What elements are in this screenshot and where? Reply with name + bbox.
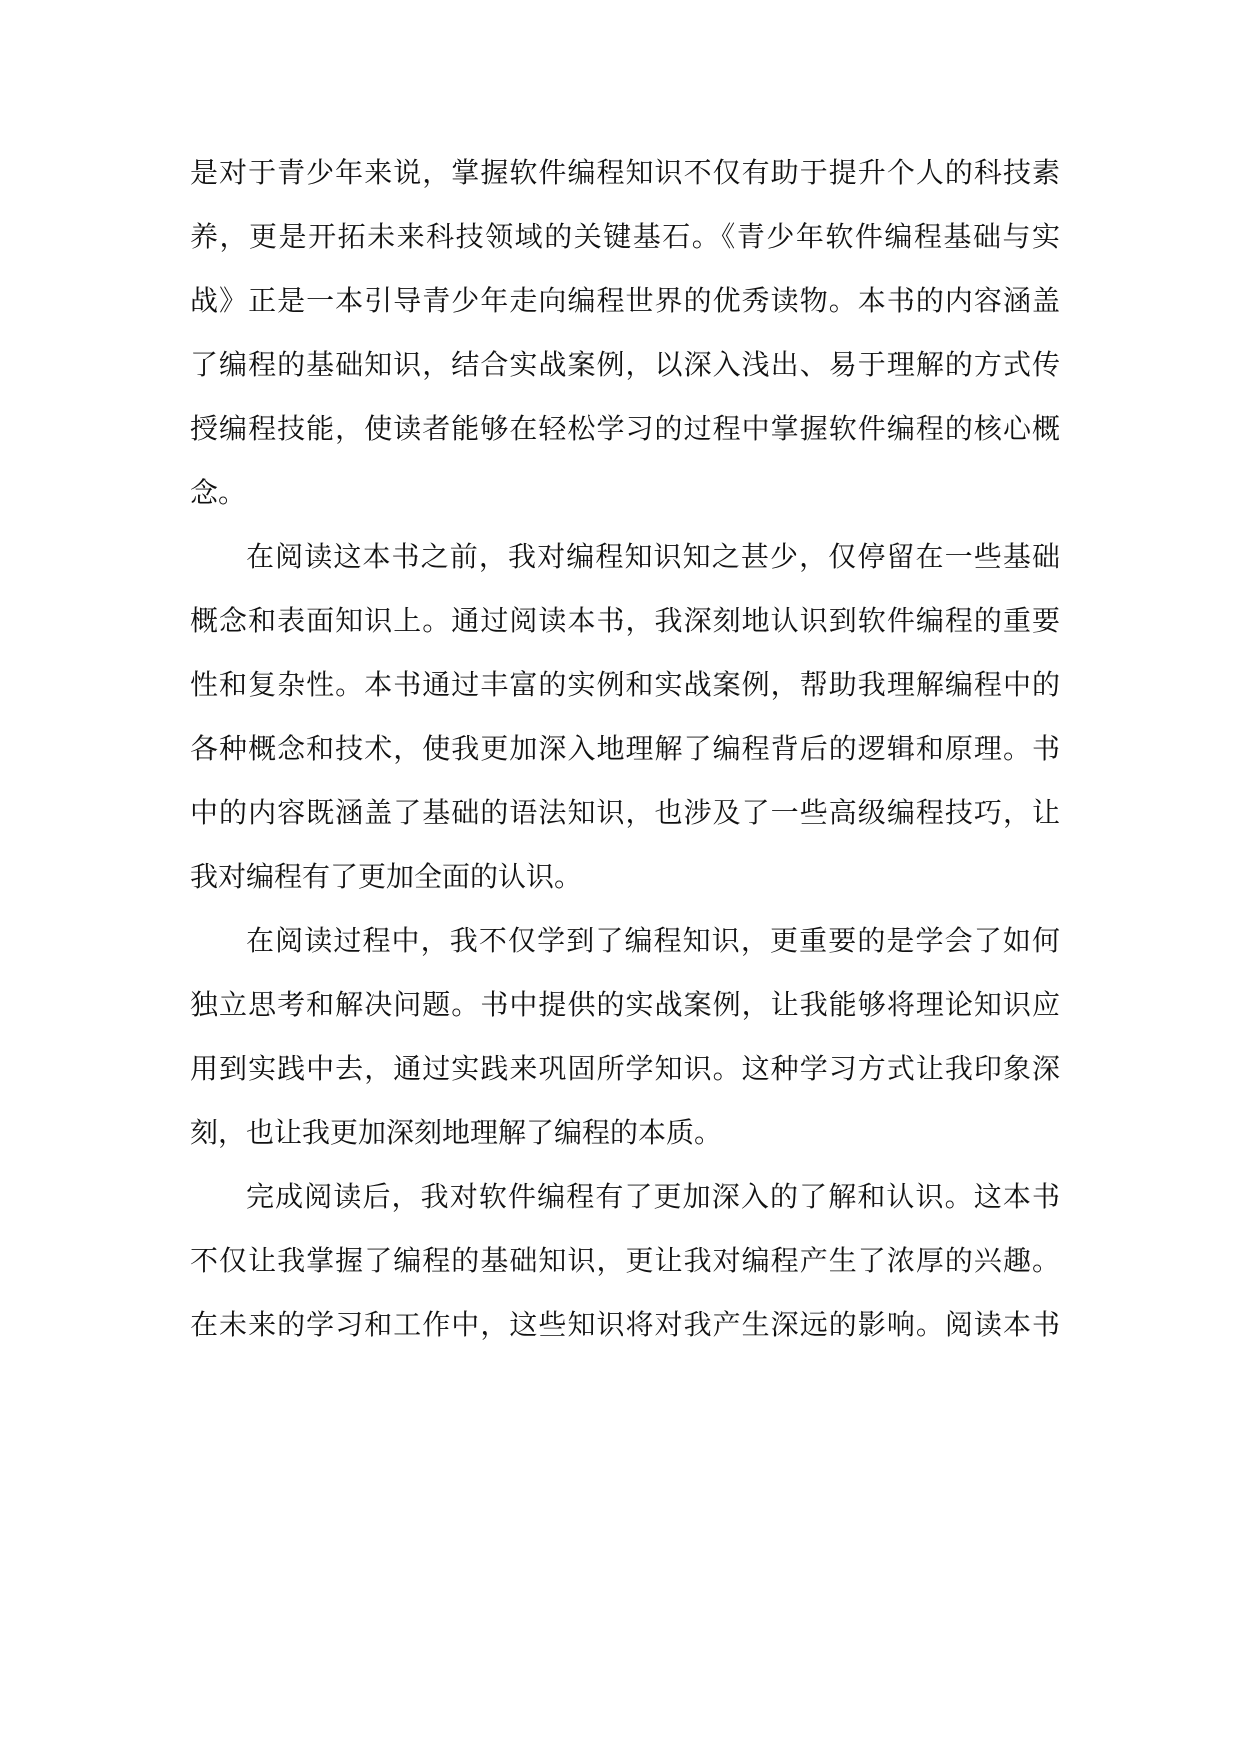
text-line: 不仅让我掌握了编程的基础知识，更让我对编程产生了浓厚的兴趣。: [190, 1244, 1060, 1277]
text-line: 中的内容既涵盖了基础的语法知识，也涉及了一些高级编程技巧，让: [190, 796, 1060, 829]
text-line: 念。: [190, 476, 247, 509]
text-line: 各种概念和技术，使我更加深入地理解了编程背后的逻辑和原理。书: [190, 732, 1060, 765]
text-line: 性和复杂性。本书通过丰富的实例和实战案例，帮助我理解编程中的: [190, 668, 1060, 701]
text-line: 完成阅读后，我对软件编程有了更加深入的了解和认识。这本书: [246, 1180, 1060, 1213]
text-line: 了编程的基础知识，结合实战案例，以深入浅出、易于理解的方式传: [190, 348, 1060, 381]
text-line: 我对编程有了更加全面的认识。: [190, 860, 583, 893]
text-line: 战》正是一本引导青少年走向编程世界的优秀读物。本书的内容涵盖: [190, 284, 1060, 317]
text-line: 在阅读这本书之前，我对编程知识知之甚少，仅停留在一些基础: [246, 540, 1060, 573]
text-line: 养，更是开拓未来科技领域的关键基石。《青少年软件编程基础与实: [190, 220, 1060, 253]
body-text: [190, 141, 1060, 1357]
text-line: 独立思考和解决问题。书中提供的实战案例，让我能够将理论知识应: [190, 988, 1060, 1021]
text-line: 用到实践中去，通过实践来巩固所学知识。这种学习方式让我印象深: [190, 1052, 1060, 1085]
text-line: 授编程技能，使读者能够在轻松学习的过程中掌握软件编程的核心概: [190, 412, 1060, 445]
text-line: 在未来的学习和工作中，这些知识将对我产生深远的影响。阅读本书: [190, 1308, 1060, 1341]
text-line: 是对于青少年来说，掌握软件编程知识不仅有助于提升个人的科技素: [190, 156, 1060, 189]
text-line: 在阅读过程中，我不仅学到了编程知识，更重要的是学会了如何: [246, 924, 1060, 957]
text-line: 刻，也让我更加深刻地理解了编程的本质。: [190, 1116, 723, 1149]
text-line: 概念和表面知识上。通过阅读本书，我深刻地认识到软件编程的重要: [190, 604, 1060, 637]
